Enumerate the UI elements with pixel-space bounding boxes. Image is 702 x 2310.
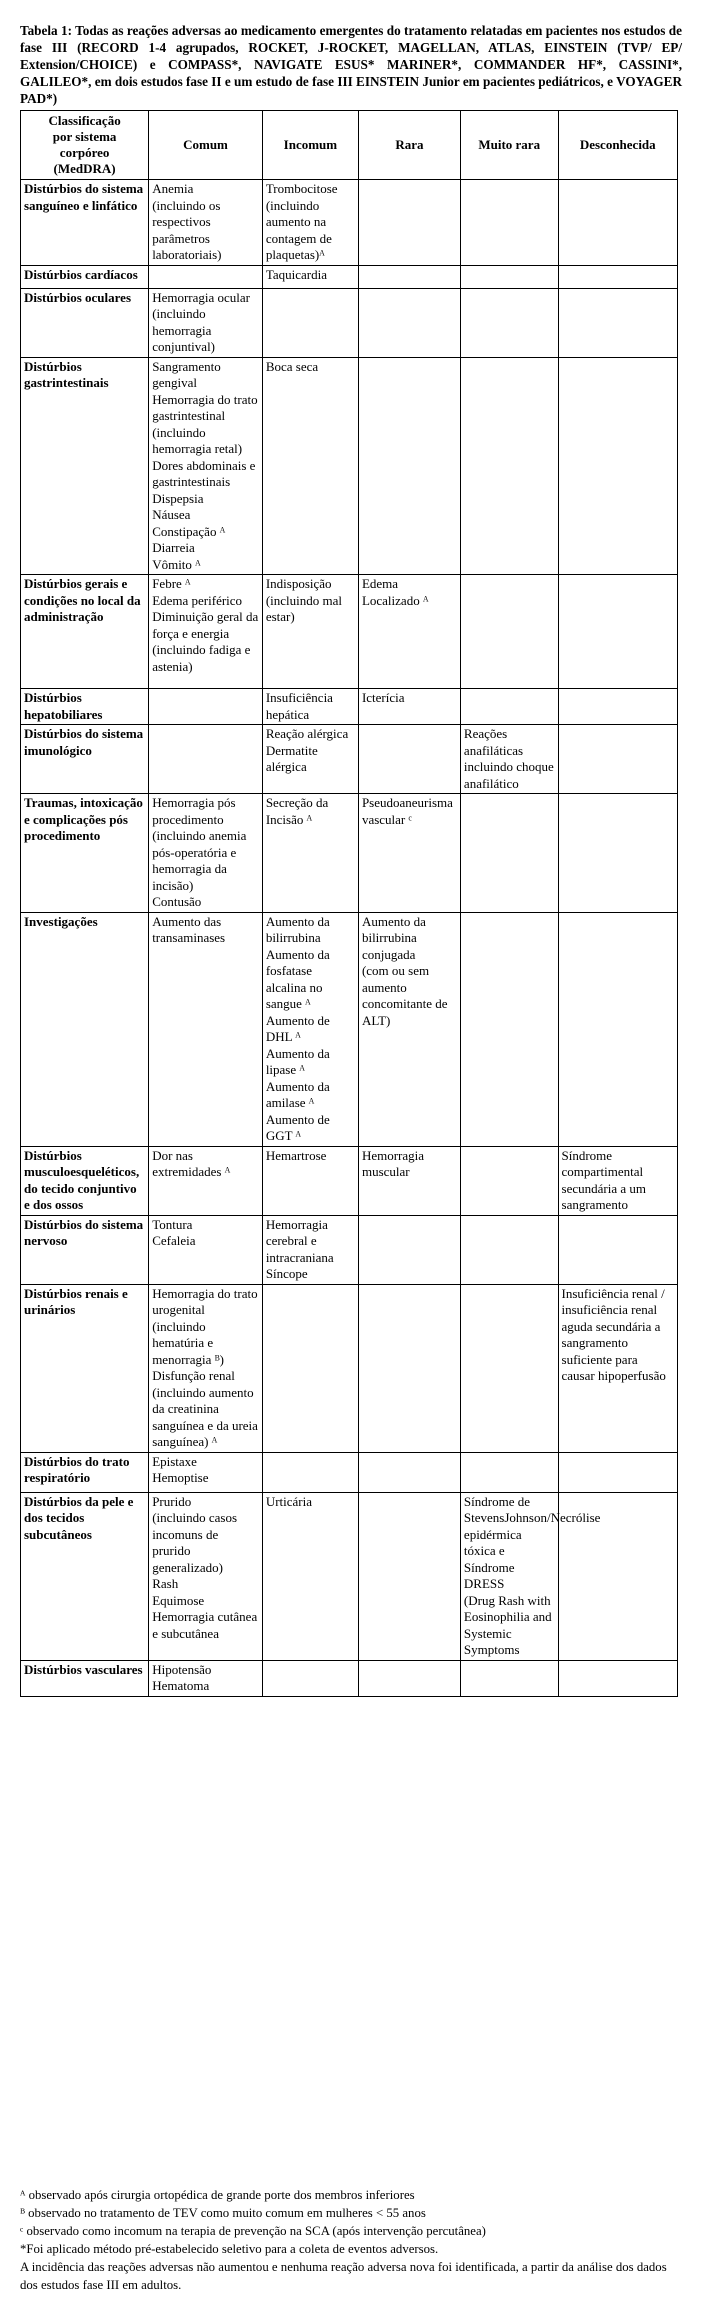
- footnote-a: ᴬ observado após cirurgia ortopédica de grande porte dos membros inferiores: [20, 2188, 415, 2202]
- cell-rare: [358, 1492, 460, 1660]
- row-category: [21, 1660, 149, 1696]
- cell-unknown: [558, 1452, 677, 1492]
- row-category: [21, 265, 149, 288]
- header-very-rare: Muito rara: [460, 111, 558, 180]
- table-row: [21, 689, 678, 725]
- cell-rare: [358, 1146, 460, 1215]
- cell-common: [149, 1284, 263, 1452]
- cell-uncommon: [262, 725, 358, 794]
- row-category: [21, 794, 149, 913]
- cell-very-rare: [460, 1215, 558, 1284]
- cell-common: [149, 794, 263, 913]
- cell-uncommon: [262, 1284, 358, 1452]
- table-row: [21, 794, 678, 913]
- cell-very-rare-text: Síndrome de StevensJohnson/Necrólise epidérmica tóxica e Síndrome DRESS (Drug Rash with Eosinophilia and Systemic Symptoms: [463, 1493, 601, 1657]
- row-category: [21, 1146, 149, 1215]
- cell-common: [149, 180, 263, 266]
- cell-unknown-text: Síndrome compartimental secundária a um sangramento: [561, 1147, 646, 1212]
- row-category: [21, 912, 149, 1146]
- cell-common: [149, 357, 263, 575]
- cell-unknown: [558, 912, 677, 1146]
- row-category-text: Distúrbios musculoesqueléticos, do tecido conjuntivo e dos ossos: [24, 1147, 140, 1212]
- header-uncommon: Incomum: [262, 111, 358, 180]
- cell-rare: [358, 912, 460, 1146]
- cell-common-text: Sangramento gengival Hemorragia do trato gastrintestinal (incluindo hemorragia retal) Dores abdominais e gastrintestinais Dispepsia Náusea Constipação ᴬ Diarreia Vômito ᴬ: [152, 358, 258, 572]
- cell-rare: [358, 725, 460, 794]
- cell-unknown: [558, 1215, 677, 1284]
- table-row: [21, 1146, 678, 1215]
- cell-very-rare: [460, 794, 558, 913]
- cell-common-text: Hemorragia do trato urogenital (incluindo hematúria e menorragia ᴮ) Disfunção renal (incluindo aumento da creatinina sanguínea e da ureia sanguínea) ᴬ: [152, 1285, 258, 1449]
- cell-common-text: Anemia (incluindo os respectivos parâmetros laboratoriais): [152, 181, 222, 262]
- cell-very-rare: [460, 689, 558, 725]
- cell-very-rare: [460, 265, 558, 288]
- cell-very-rare-text: Reações anafiláticas incluindo choque anafilático: [463, 726, 554, 791]
- cell-uncommon: [262, 575, 358, 689]
- table-caption: Tabela 1: Todas as reações adversas ao medicamento emergentes do tratamento relatadas em pacientes nos estudos de fase III (RECORD 1-4 agrupados, ROCKET, J-ROCKET, MAGELLAN, ATLAS, EINSTEIN (TVP/ EP/ Extension/CHOICE) e COMPASS*, NAVIGATE ESUS* MARINER*, COMMANDER HF*, CASSINI*, GALILEO*, em dois estudos fase II e um estudo de fase III EINSTEIN Junior em pacientes pediátricos, e VOYAGER PAD*): [20, 23, 682, 106]
- cell-common-text: Hipotensão Hematoma: [152, 1661, 212, 1693]
- row-category: [21, 180, 149, 266]
- cell-very-rare: [460, 357, 558, 575]
- table-row: [21, 1215, 678, 1284]
- row-category: [21, 1452, 149, 1492]
- cell-rare: [358, 1660, 460, 1696]
- adverse-reactions-table: [20, 110, 678, 1697]
- cell-very-rare: [460, 288, 558, 357]
- cell-common-text: Hemorragia pós procedimento (incluindo anemia pós-operatória e hemorragia da incisão) Contusão: [152, 795, 247, 909]
- row-category-text: Investigações: [24, 913, 98, 929]
- footnote-b: ᴮ observado no tratamento de TEV como muito comum em mulheres < 55 anos: [20, 2206, 426, 2220]
- cell-uncommon-text: Insuficiência hepática: [265, 690, 333, 722]
- cell-uncommon-text: Urticária: [265, 1493, 313, 1509]
- cell-unknown: [558, 1660, 677, 1696]
- cell-common: [149, 1452, 263, 1492]
- row-category: [21, 725, 149, 794]
- row-category: [21, 1284, 149, 1452]
- cell-unknown: [558, 1284, 677, 1452]
- cell-common-text: Prurido (incluindo casos incomuns de prurido generalizado) Rash Equimose Hemorragia cutânea e subcutânea: [152, 1493, 258, 1641]
- cell-uncommon-text: Indisposição (incluindo mal estar): [265, 576, 342, 624]
- header-unknown: Desconhecida: [558, 111, 677, 180]
- cell-common: [149, 1215, 263, 1284]
- row-category: [21, 1215, 149, 1284]
- cell-uncommon-text: Reação alérgica Dermatite alérgica: [265, 726, 349, 774]
- cell-uncommon: [262, 265, 358, 288]
- header-common: Comum: [149, 111, 263, 180]
- row-category-text: Distúrbios renais e urinários: [24, 1285, 128, 1317]
- cell-uncommon: [262, 1660, 358, 1696]
- cell-uncommon: [262, 288, 358, 357]
- cell-unknown-text: Insuficiência renal / insuficiência renal aguda secundária a sangramento suficiente para causar hipoperfusão: [561, 1285, 666, 1383]
- cell-unknown: [558, 288, 677, 357]
- cell-uncommon: [262, 912, 358, 1146]
- row-category: [21, 689, 149, 725]
- cell-very-rare: [460, 912, 558, 1146]
- cell-common: [149, 689, 263, 725]
- cell-rare: [358, 180, 460, 266]
- cell-rare-text: Aumento da bilirrubina conjugada (com ou sem aumento concomitante de ALT): [361, 913, 448, 1028]
- cell-common: [149, 1146, 263, 1215]
- cell-common: [149, 912, 263, 1146]
- cell-very-rare: [460, 1660, 558, 1696]
- cell-rare: [358, 575, 460, 689]
- cell-common-text: Aumento das transaminases: [152, 913, 226, 945]
- cell-uncommon-text: Hemorragia cerebral e intracraniana Síncope: [265, 1216, 334, 1281]
- cell-very-rare: [460, 725, 558, 794]
- table-row: [21, 725, 678, 794]
- table-row: [21, 1660, 678, 1696]
- cell-rare: [358, 357, 460, 575]
- row-category-text: Distúrbios vasculares: [24, 1661, 143, 1677]
- cell-common: [149, 1660, 263, 1696]
- cell-rare: [358, 794, 460, 913]
- cell-uncommon: [262, 1452, 358, 1492]
- cell-uncommon-text: Taquicardia: [265, 266, 327, 282]
- cell-rare-text: Hemorragia muscular: [361, 1147, 425, 1179]
- cell-uncommon-text: Secreção da Incisão ᴬ: [265, 795, 329, 827]
- cell-common: [149, 725, 263, 794]
- header-system-class: Classificação por sistema corpóreo (MedDRA): [21, 111, 149, 180]
- cell-uncommon-text: Aumento da bilirrubina Aumento da fosfatase alcalina no sangue ᴬ Aumento de DHL ᴬ Aumento da lipase ᴬ Aumento da amilase ᴬ Aumento de GGT ᴬ: [265, 913, 330, 1143]
- cell-unknown: [558, 265, 677, 288]
- cell-rare-text: Icterícia: [361, 690, 405, 705]
- row-category-text: Distúrbios oculares: [24, 289, 132, 305]
- cell-common-text: Hemorragia ocular (incluindo hemorragia conjuntival): [152, 289, 250, 354]
- row-category-text: Distúrbios cardíacos: [24, 266, 138, 282]
- cell-common: [149, 265, 263, 288]
- table-row: [21, 180, 678, 266]
- row-category: [21, 357, 149, 575]
- cell-uncommon: [262, 689, 358, 725]
- row-category-text: Traumas, intoxicação e complicações pós procedimento: [24, 795, 143, 843]
- row-category-text: Distúrbios gerais e condições no local da administração: [24, 576, 141, 624]
- cell-common-text: Dor nas extremidades ᴬ: [152, 1147, 231, 1179]
- cell-common-text: Epistaxe Hemoptise: [152, 1453, 209, 1485]
- cell-rare: [358, 265, 460, 288]
- row-category: [21, 575, 149, 689]
- cell-uncommon: [262, 1146, 358, 1215]
- cell-rare-text: Edema Localizado ᴬ: [361, 576, 429, 608]
- footnote-asterisk: *Foi aplicado método pré-estabelecido seletivo para a coleta de eventos adversos.: [20, 2242, 439, 2256]
- row-category: [21, 288, 149, 357]
- cell-very-rare: [460, 180, 558, 266]
- cell-uncommon-text: Hemartrose: [265, 1147, 327, 1163]
- cell-very-rare: [460, 1284, 558, 1452]
- cell-uncommon-text: Trombocitose (incluindo aumento na contagem de plaquetas)ᴬ: [265, 181, 338, 262]
- cell-uncommon-text: Boca seca: [265, 358, 319, 374]
- cell-unknown: [558, 1146, 677, 1215]
- cell-rare: [358, 689, 460, 725]
- cell-unknown: [558, 794, 677, 913]
- table-row: [21, 575, 678, 689]
- row-category-text: Distúrbios hepatobiliares: [24, 690, 103, 722]
- cell-common: [149, 575, 263, 689]
- cell-very-rare: [460, 1492, 601, 1660]
- table-header-row: [21, 111, 678, 180]
- table-row: [21, 912, 678, 1146]
- cell-very-rare: [460, 1146, 558, 1215]
- table-row: [21, 265, 678, 288]
- footnotes: [20, 2186, 682, 2294]
- footnote-c: ᶜ observado como incomum na terapia de prevenção na SCA (após intervenção percutânea): [20, 2224, 486, 2238]
- row-category-text: Distúrbios gastrintestinais: [24, 358, 109, 390]
- cell-unknown: [558, 357, 677, 575]
- cell-common-text: Tontura Cefaleia: [152, 1216, 196, 1248]
- cell-rare: [358, 288, 460, 357]
- table-row: [21, 357, 678, 575]
- cell-common: [149, 288, 263, 357]
- row-category-text: Distúrbios do sistema sanguíneo e linfático: [24, 181, 144, 213]
- cell-uncommon: [262, 357, 358, 575]
- row-category: [21, 1492, 149, 1660]
- cell-rare: [358, 1284, 460, 1452]
- table-row: [21, 1452, 678, 1492]
- cell-very-rare: [460, 575, 558, 689]
- cell-uncommon: [262, 180, 358, 266]
- footnote-incidence: A incidência das reações adversas não aumentou e nenhuma reação adversa nova foi identificada, a partir da análise dos dados dos estudos fase III em adultos.: [20, 2260, 667, 2292]
- cell-common: [149, 1492, 263, 1660]
- cell-uncommon: [262, 1492, 358, 1660]
- cell-unknown: [558, 689, 677, 725]
- table-row: [21, 1284, 678, 1452]
- cell-common-text: Febre ᴬ Edema periférico Diminuição geral da força e energia (incluindo fadiga e astenia): [152, 576, 259, 674]
- table-row: [21, 1492, 678, 1660]
- header-rare: Rara: [358, 111, 460, 180]
- row-category-text: Distúrbios do trato respiratório: [24, 1453, 130, 1485]
- cell-unknown: [558, 180, 677, 266]
- table-row: [21, 288, 678, 357]
- cell-rare: [358, 1215, 460, 1284]
- cell-rare: [358, 1452, 460, 1492]
- cell-rare-text: Pseudoaneurisma vascular ᶜ: [361, 795, 453, 827]
- row-category-text: Distúrbios da pele e dos tecidos subcutâneos: [24, 1493, 134, 1542]
- cell-uncommon: [262, 794, 358, 913]
- row-category-text: Distúrbios do sistema nervoso: [24, 1216, 144, 1248]
- row-category-text: Distúrbios do sistema imunológico: [24, 726, 144, 758]
- cell-uncommon: [262, 1215, 358, 1284]
- cell-unknown: [558, 575, 677, 689]
- cell-very-rare: [460, 1452, 558, 1492]
- cell-unknown: [558, 725, 677, 794]
